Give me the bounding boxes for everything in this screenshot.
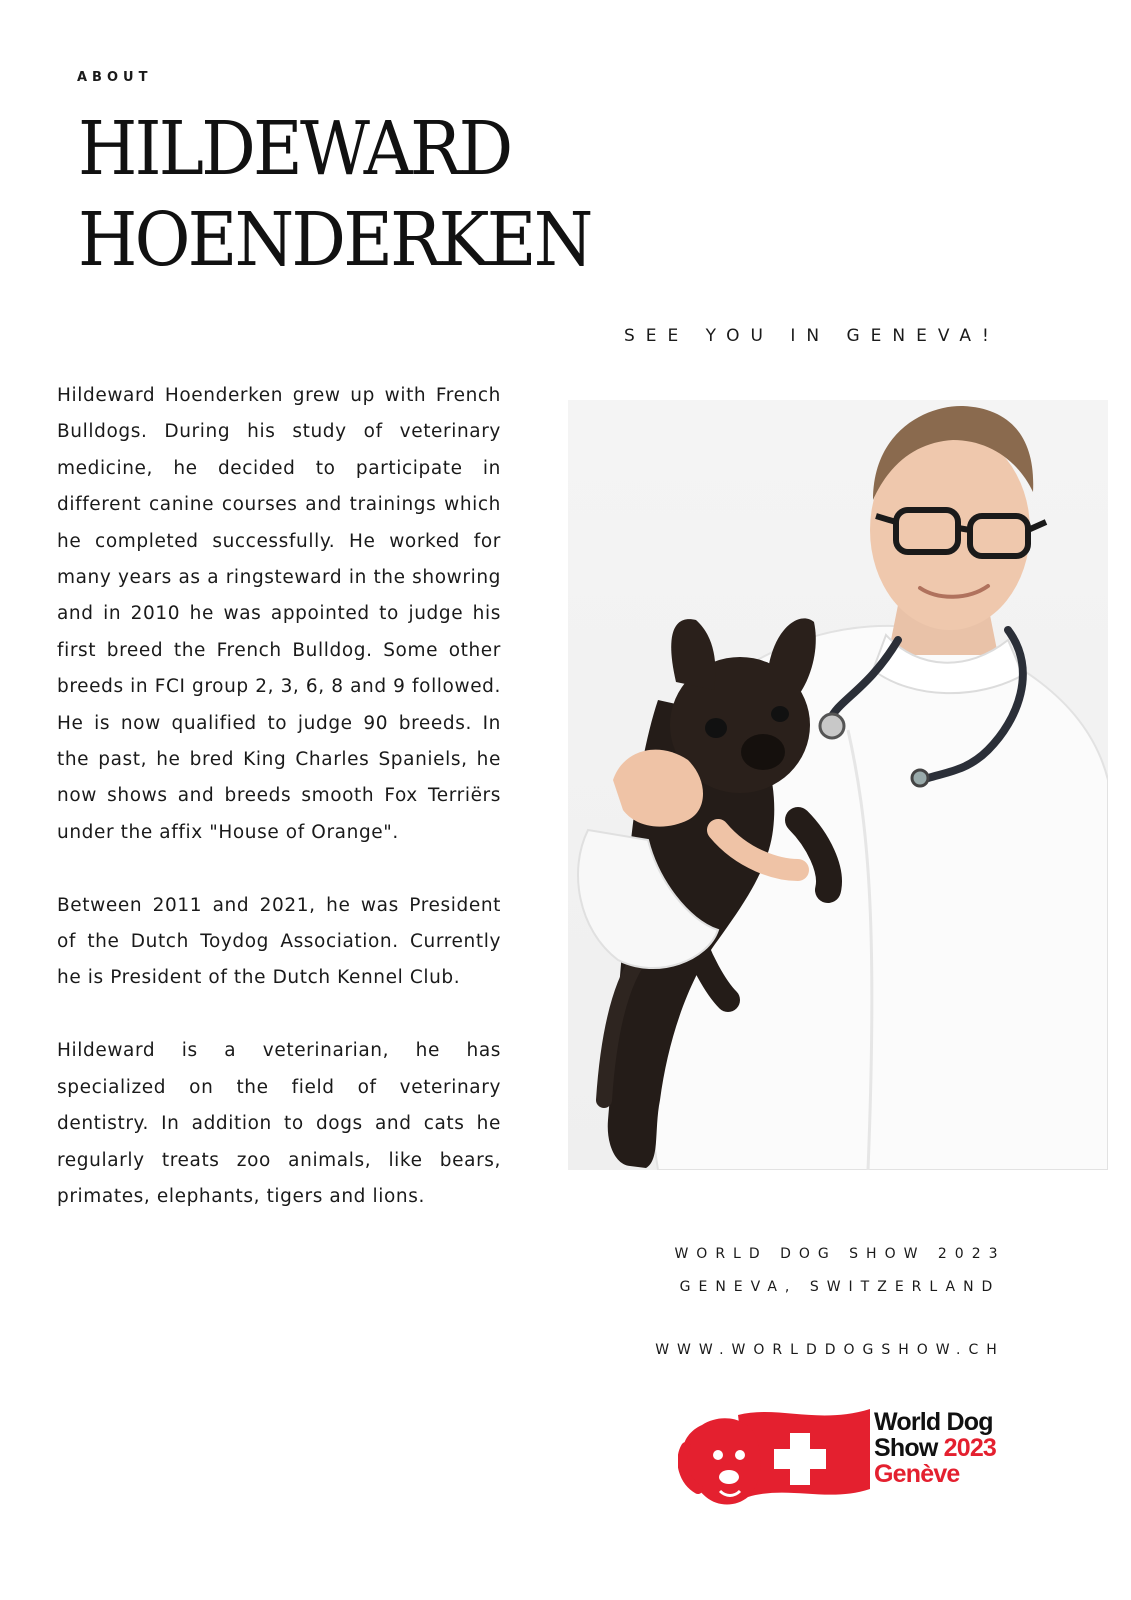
bio-paragraph: Hildeward is a veterinarian, he has specialized on the field of veterinary dentistry. In addition to dogs and cats he regularly treats zoo animals, like bears, primates, elephants, tigers and lions.	[57, 1040, 501, 1207]
logo-year: 2023	[943, 1434, 997, 1462]
logo-show: Show	[874, 1434, 938, 1462]
bio-paragraph: Hildeward Hoenderken grew up with French Bulldogs. During his study of veterinary medicine, he decided to participate in different canine courses and trainings which he completed successfully. He worked for many years as a ringsteward in the showring and in 2010 he was appointed to judge his first breed the French Bulldog. Some other breeds in FCI group 2, 3, 6, 8 and 9 followed. He is now qualified to judge 90 breeds. In the past, he bred King Charles Spaniels, he now shows and breeds smooth Fox Terriërs under the affix "House of Orange".	[57, 385, 501, 843]
biography	[57, 378, 501, 1252]
website-link[interactable]: WWW.WORLDDOGSHOW.CH	[655, 1342, 1005, 1358]
logo-line-1: World Dog	[874, 1408, 993, 1436]
logo-wordmark	[874, 1409, 996, 1487]
dog-ear-left	[671, 619, 715, 690]
portrait-photo	[568, 400, 1108, 1170]
logo-line-2	[874, 1435, 996, 1461]
page-title	[78, 104, 591, 286]
title-line-last-name: HOENDERKEN	[78, 197, 591, 283]
eyebrow-label: ABOUT	[77, 70, 153, 85]
tagline: SEE YOU IN GENEVA!	[624, 326, 1000, 346]
world-dog-show-logo	[678, 1405, 1018, 1509]
event-location: GENEVA, SWITZERLAND	[679, 1279, 1001, 1295]
title-line-first-name: HILDEWARD	[78, 106, 511, 192]
logo-city: Genève	[874, 1460, 960, 1488]
event-name: WORLD DOG SHOW 2023	[674, 1246, 1006, 1262]
bio-paragraph: Between 2011 and 2021, he was President of the Dutch Toydog Association. Currently he is President of the Dutch Kennel Club.	[57, 894, 501, 989]
